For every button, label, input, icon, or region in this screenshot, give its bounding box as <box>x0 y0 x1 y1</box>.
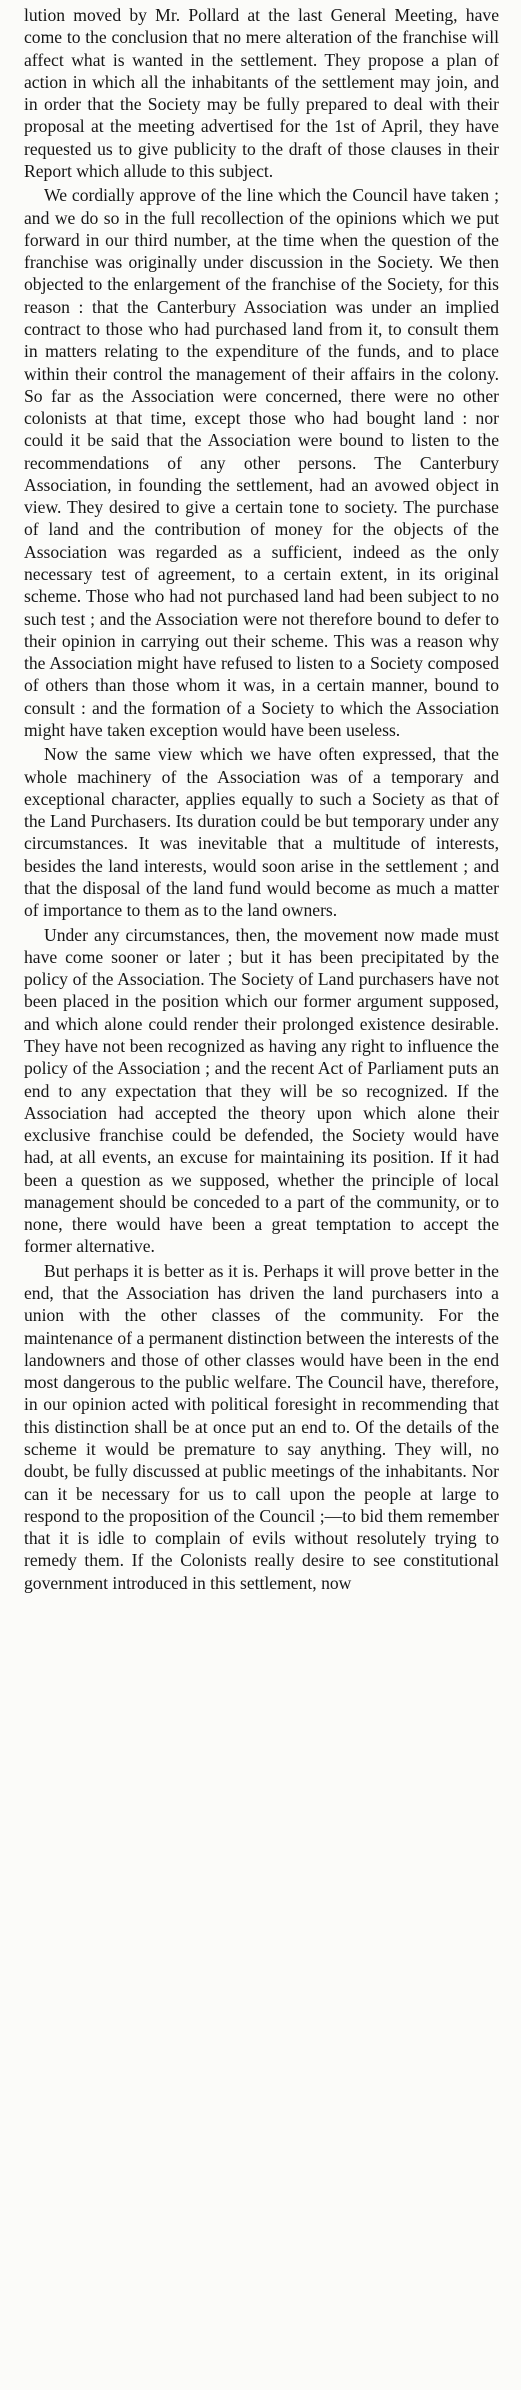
article-paragraph-1: lution moved by Mr. Pollard at the last General Meeting, have come to the conclusion that no mere alteration of the franchise will affect what is wanted in the settlement. They propose a plan of action in which all the inhabitants of the settlement may join, and in order that the Society may be fully prepared to deal with their proposal at the meeting advertised for the 1st of April, they have requested us to give publicity to the draft of those clauses in their Report which allude to this subject. <box>24 5 499 181</box>
article-paragraph-2: We cordially approve of the line which the Council have taken ; and we do so in the full recollection of the opinions which we put forward in our third number, at the time when the question of the franchise was originally under discussion in the Society. We then objected to the enlargement of the franchise of the Society, for this reason : that the Canterbury Association was under an implied contract to those who had purchased land from it, to consult them in matters relating to the expenditure of the funds, and to place within their control the management of their affairs in the colony. So far as the Association were concerned, there were no other colonists at that time, except those who had bought land : nor could it be said that the Association were bound to listen to the recommendations of any other persons. The Canterbury Association, in founding the settlement, had an avowed object in view. They desired to give a certain tone to society. The purchase of land and the contribution of money for the objects of the Association was regarded as a sufficient, indeed as the only necessary test of agreement, to a certain extent, in its original scheme. Those who had not purchased land had been subject to no such test ; and the Association were not therefore bound to defer to their opinion in carrying out their scheme. This was a reason why the Association might have refused to listen to a Society composed of others than those whom it was, in a certain manner, bound to consult : and the formation of a Society to which the Association might have taken exception would have been useless. <box>24 185 499 740</box>
article-column <box>24 4 499 1594</box>
article-paragraph-3: Now the same view which we have often expressed, that the whole machinery of the Association was of a temporary and exceptional character, applies equally to such a Society as that of the Land Purchasers. Its duration could be but temporary under any circumstances. It was inevitable that a multitude of interests, besides the land interests, would soon arise in the settlement ; and that the disposal of the land fund would become as much a matter of importance to them as to the land owners. <box>24 744 499 921</box>
article-paragraph-4: Under any circumstances, then, the movement now made must have come sooner or later ; but it has been precipitated by the policy of the Association. The Society of Land purchasers have not been placed in the position which our former argument supposed, and which alone could render their prolonged existence desirable. They have not been recognized as having any right to influence the policy of the Association ; and the recent Act of Parliament puts an end to any expectation that they will be so recognized. If the Association had accepted the theory upon which alone their exclusive franchise could be defended, the Society would have had, at all events, an excuse for maintaining its position. If it had been a question as we supposed, whether the principle of local management should be conceded to a part of the community, or to none, there would have been a great temptation to accept the former alternative. <box>24 924 499 1257</box>
article-paragraph-5: But perhaps it is better as it is. Perhaps it will prove better in the end, that the Association has driven the land purchasers into a union with the other classes of the community. For the maintenance of a permanent distinction between the interests of the landowners and those of other classes would have been in the end most dangerous to the public welfare. The Council have, therefore, in our opinion acted with political foresight in recommending that this distinction shall be at once put an end to. Of the details of the scheme it would be premature to say anything. They will, no doubt, be fully discussed at public meetings of the inhabitants. Nor can it be necessary for us to call upon the people at large to respond to the proposition of the Council ;—to bid them remember that it is idle to complain of evils without resolutely trying to remedy them. If the Colonists really desire to see constitutional government introduced in this settlement, now <box>24 1260 499 1593</box>
